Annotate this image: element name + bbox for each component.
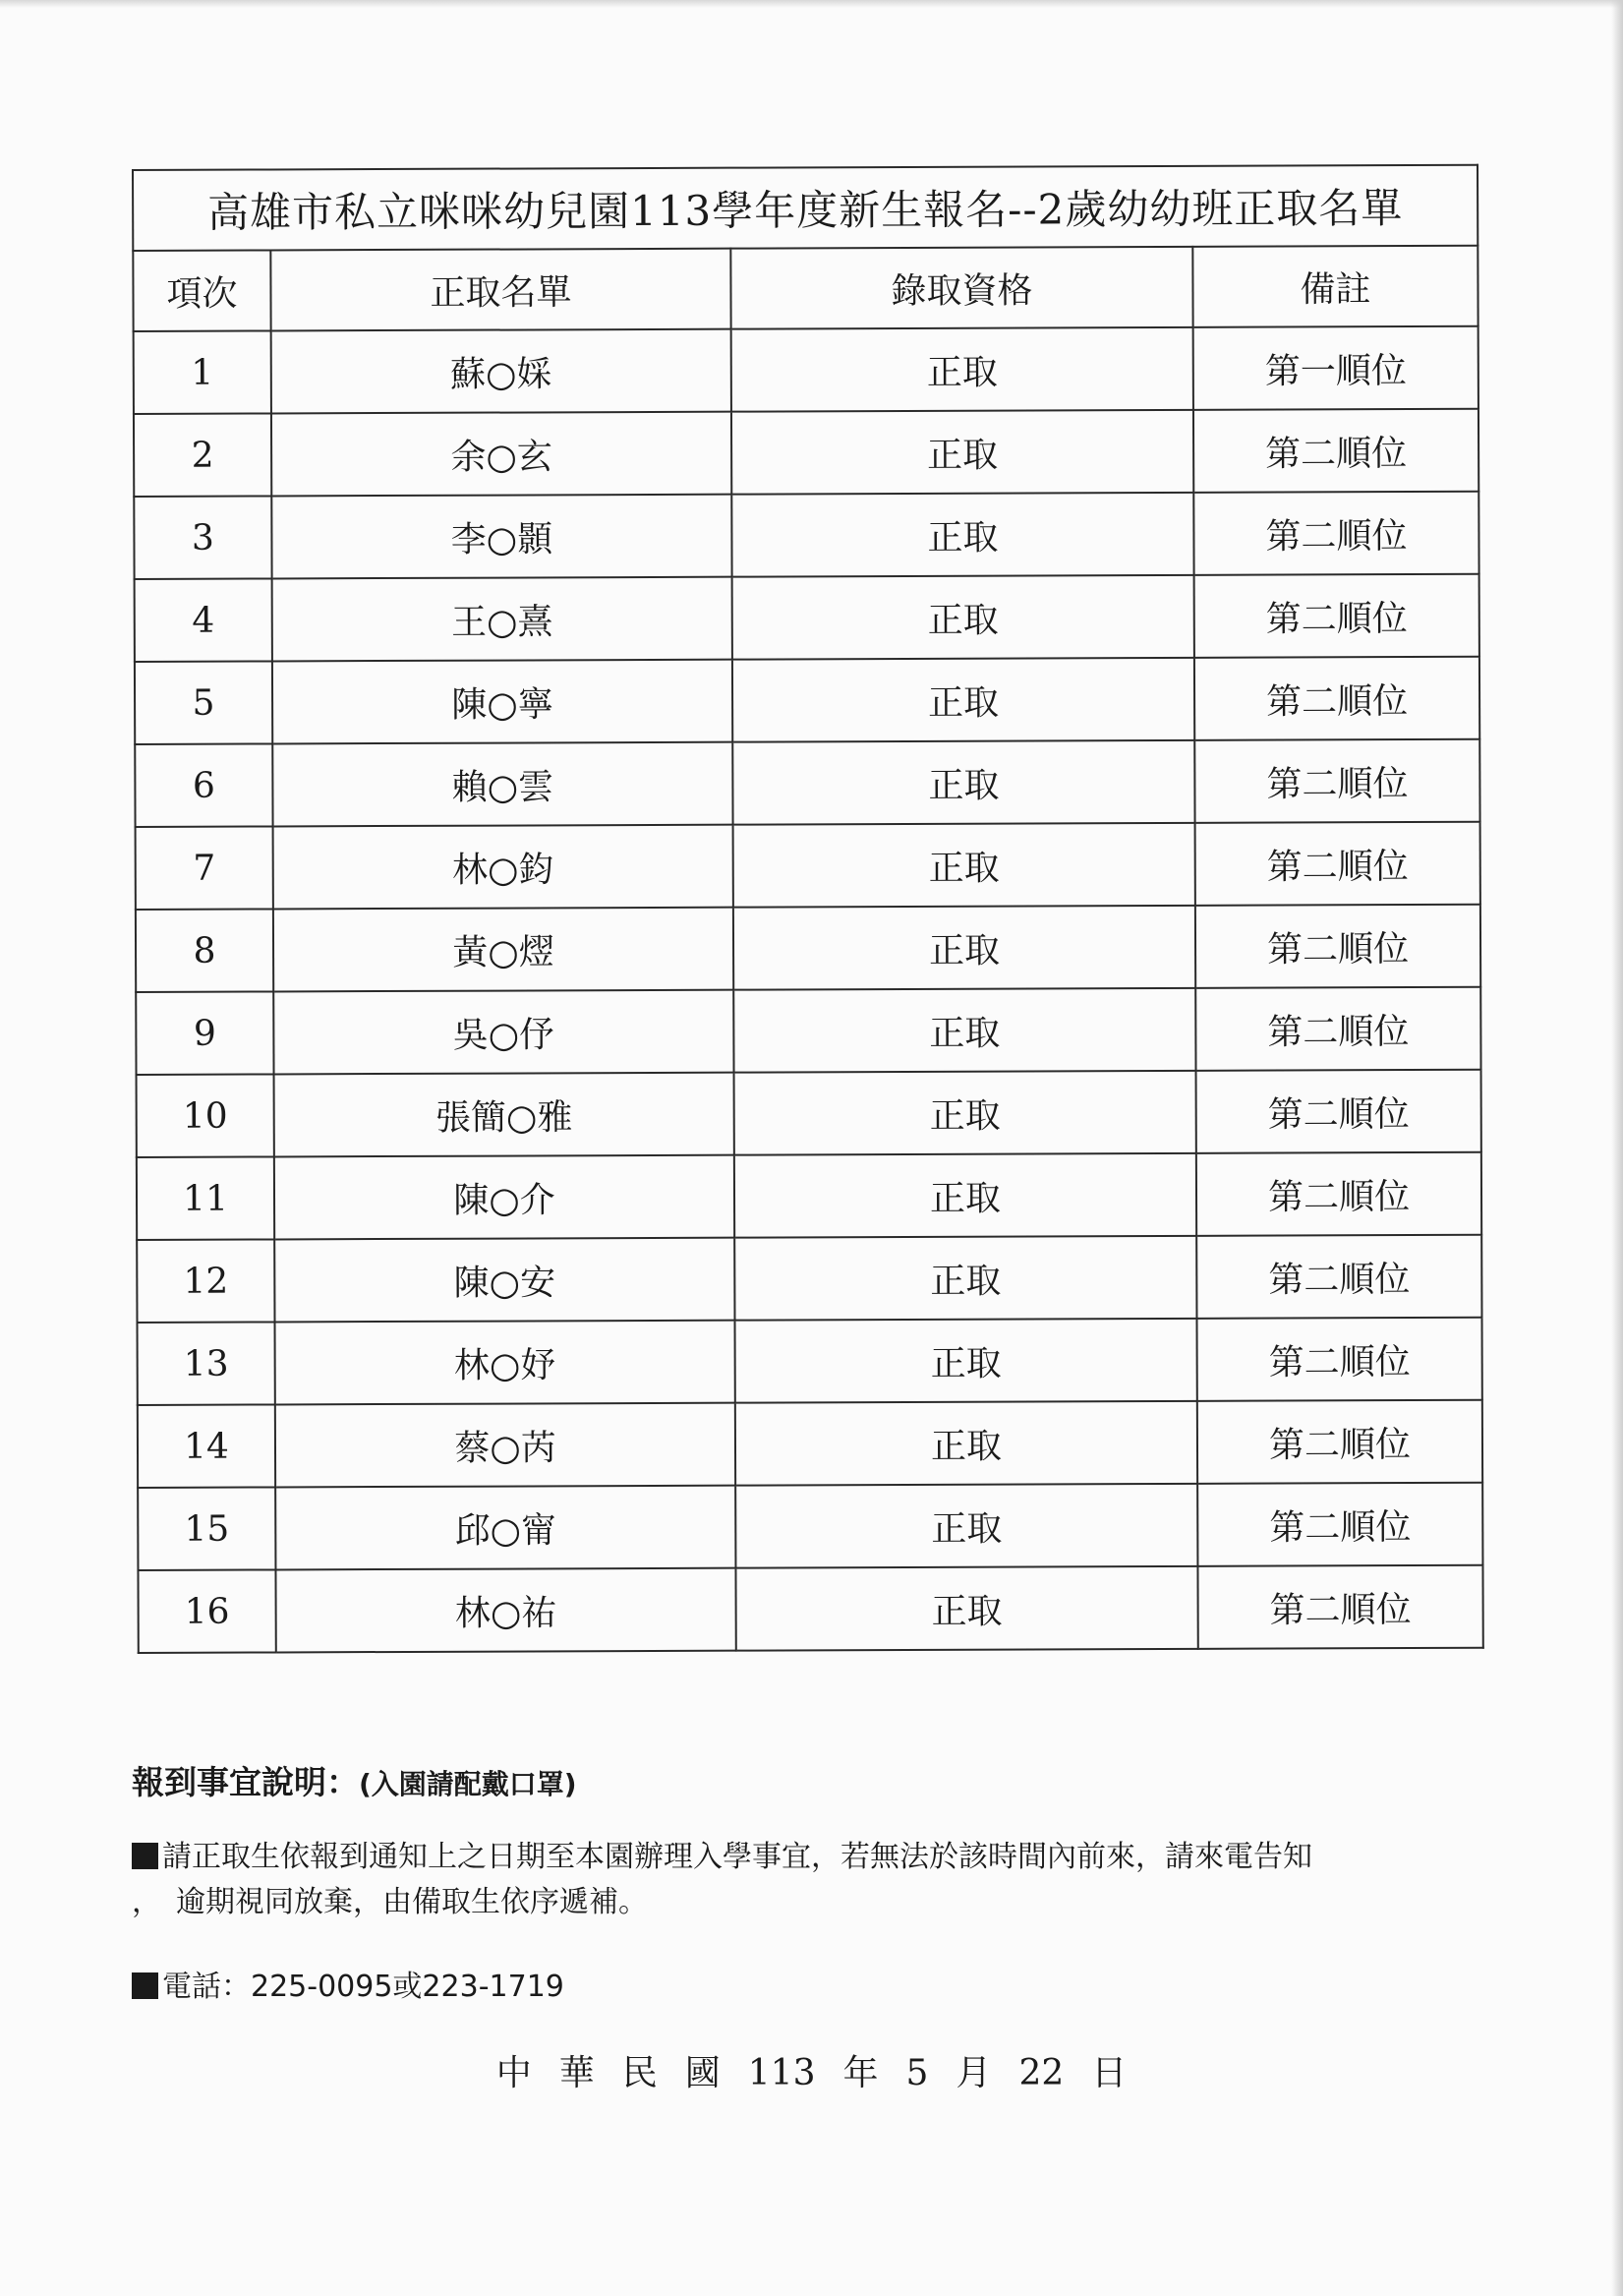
student-name: 邱○甯 [275, 1486, 735, 1570]
admission-status: 正取 [733, 906, 1195, 990]
priority-remark: 第二順位 [1194, 574, 1479, 658]
priority-remark: 第二順位 [1196, 1318, 1481, 1401]
table-row [138, 1565, 1482, 1653]
admission-status: 正取 [731, 327, 1193, 412]
note-item-phone [132, 1965, 1498, 2010]
admission-status: 正取 [734, 1071, 1196, 1155]
priority-remark: 第二順位 [1197, 1483, 1482, 1566]
date-part: 中 [495, 2053, 532, 2093]
student-name: 吳○伃 [273, 990, 733, 1075]
table-header-row [133, 246, 1478, 331]
admission-status: 正取 [734, 1319, 1196, 1403]
row-index: 1 [134, 330, 271, 414]
table-row [138, 1483, 1482, 1570]
priority-remark: 第一順位 [1193, 326, 1478, 410]
table-row [136, 822, 1480, 910]
note-item-continuation: ， 逾期視同放棄，由備取生依序遞補。 [132, 1885, 648, 1919]
date-part: 113 [747, 2053, 816, 2093]
admission-status: 正取 [735, 1401, 1197, 1486]
table-row [135, 739, 1479, 827]
priority-remark: 第二順位 [1196, 1070, 1481, 1153]
table-row [138, 1400, 1482, 1488]
table-title: 高雄市私立咪咪幼兒園113學年度新生報名--2歲幼幼班正取名單 [133, 165, 1478, 251]
admission-list-table [132, 164, 1484, 1654]
student-name: 張簡○雅 [274, 1073, 734, 1157]
priority-remark: 第二順位 [1196, 1152, 1481, 1236]
admission-status: 正取 [732, 575, 1194, 660]
row-index: 10 [137, 1074, 274, 1157]
row-index: 2 [134, 413, 271, 497]
student-name: 蘇○婇 [271, 329, 731, 414]
admission-status: 正取 [733, 823, 1195, 908]
date-part: 國 [684, 2053, 721, 2093]
student-name: 賴○雲 [272, 742, 732, 827]
student-name: 王○熹 [272, 577, 732, 662]
priority-remark: 第二順位 [1197, 1565, 1482, 1649]
priority-remark: 第二順位 [1194, 657, 1479, 740]
student-name: 陳○介 [274, 1155, 734, 1240]
date-part: 日 [1091, 2053, 1128, 2093]
row-index: 8 [136, 909, 273, 992]
date-part: 民 [621, 2053, 658, 2093]
student-name: 林○妤 [275, 1321, 735, 1405]
student-name: 蔡○芮 [275, 1403, 735, 1488]
student-name: 陳○寧 [272, 660, 732, 744]
admission-status: 正取 [733, 988, 1195, 1073]
table-row [138, 1318, 1482, 1405]
priority-remark: 第二順位 [1193, 492, 1478, 575]
row-index: 5 [135, 661, 272, 744]
table-row [134, 492, 1478, 579]
student-name: 林○鈞 [273, 825, 733, 910]
student-name: 林○祐 [275, 1568, 735, 1653]
issue-date [0, 2045, 1623, 2095]
row-index: 14 [138, 1404, 275, 1488]
row-index: 16 [138, 1569, 275, 1653]
admission-status: 正取 [734, 1153, 1196, 1238]
student-name: 陳○安 [274, 1238, 734, 1323]
priority-remark: 第二順位 [1194, 739, 1479, 823]
admission-status: 正取 [735, 1566, 1197, 1651]
student-name: 黃○熤 [273, 908, 733, 992]
row-index: 13 [138, 1322, 275, 1405]
notes-heading-sub: (入園請配戴口罩) [359, 1768, 577, 1800]
column-header: 備註 [1192, 246, 1478, 327]
notes-section [132, 1760, 1498, 2010]
square-bullet-icon [132, 1843, 158, 1869]
date-part: 華 [558, 2053, 595, 2093]
table-row [134, 409, 1478, 497]
row-index: 4 [135, 578, 272, 662]
table-row [136, 987, 1480, 1075]
priority-remark: 第二順位 [1195, 987, 1480, 1071]
date-part: 年 [842, 2053, 879, 2093]
row-index: 9 [136, 991, 273, 1075]
column-header: 項次 [133, 250, 270, 331]
phone-text: 電話：225-0095或223-1719 [162, 1970, 564, 2004]
table-row [135, 657, 1479, 744]
notes-heading: 報到事宜說明：(入園請配戴口罩) [132, 1763, 577, 1801]
row-index: 11 [137, 1156, 274, 1240]
date-part: 月 [956, 2053, 992, 2093]
student-name: 余○玄 [271, 412, 731, 497]
row-index: 7 [136, 826, 273, 910]
student-name: 李○顥 [271, 495, 731, 579]
note-item-report [132, 1835, 1498, 1880]
table-row [137, 1235, 1481, 1323]
admission-status: 正取 [735, 1484, 1197, 1568]
priority-remark: 第二順位 [1196, 1235, 1481, 1319]
admission-status: 正取 [732, 740, 1194, 825]
table-row [135, 574, 1479, 662]
row-index: 12 [137, 1239, 274, 1323]
admission-status: 正取 [732, 658, 1194, 742]
scan-edge [0, 0, 1623, 8]
row-index: 6 [135, 743, 272, 827]
row-index: 15 [138, 1487, 275, 1570]
row-index: 3 [134, 496, 271, 579]
admission-status: 正取 [734, 1236, 1196, 1321]
table-row [137, 1152, 1481, 1240]
column-header: 錄取資格 [730, 247, 1192, 329]
date-part: 5 [905, 2053, 929, 2093]
date-part: 22 [1018, 2053, 1065, 2093]
priority-remark: 第二順位 [1195, 905, 1480, 988]
table-row [134, 326, 1478, 414]
admission-status: 正取 [731, 410, 1193, 495]
note-item-text: 請正取生依報到通知上之日期至本園辦理入學事宜，若無法於該時間內前來，請來電告知 [162, 1840, 1312, 1874]
admission-status: 正取 [731, 493, 1193, 577]
column-header: 正取名單 [270, 249, 730, 331]
table-row [137, 1070, 1481, 1157]
scan-edge [1611, 0, 1623, 2296]
table-body [134, 326, 1483, 1653]
priority-remark: 第二順位 [1197, 1400, 1482, 1484]
square-bullet-icon [132, 1972, 158, 1999]
table-row [136, 905, 1480, 992]
priority-remark: 第二順位 [1193, 409, 1478, 493]
priority-remark: 第二順位 [1195, 822, 1480, 906]
